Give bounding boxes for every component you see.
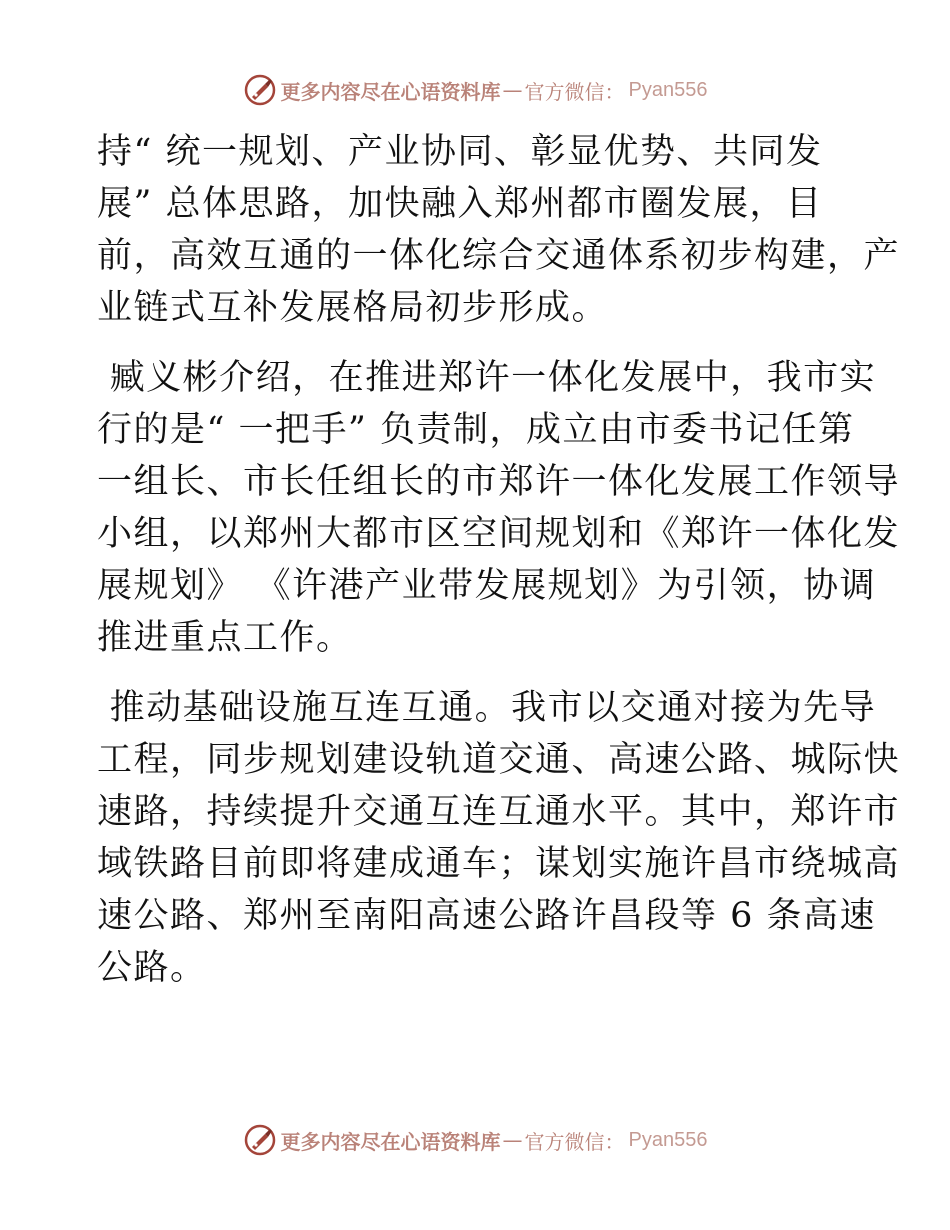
header-banner [0, 70, 950, 110]
pen-nib-logo-icon [243, 1123, 277, 1157]
banner-wechat-id: Pyan556 [628, 78, 708, 101]
banner-main-text: 更多内容尽在心语资料库 [280, 1129, 501, 1154]
text-line: 工程，同步规划建设轨道交通、高速公路、城际快 [97, 740, 901, 780]
text-line: 业链式互补发展格局初步形成。 [97, 288, 609, 328]
text-line: 持“ 统一规划、产业协同、彰显优势、共同发 [97, 132, 823, 172]
document-body [97, 126, 901, 1012]
text-line: 速公路、郑州至南阳高速公路许昌段等 6 条高速 [97, 896, 877, 936]
text-line: 前，高效互通的一体化综合交通体系初步构建，产 [97, 236, 901, 276]
banner-official-label: 官方微信： [524, 79, 625, 104]
text-line: 公路。 [97, 948, 207, 988]
text-line: 小组，以郑州大都市区空间规划和《郑许一体化发 [97, 514, 901, 554]
text-line: 域铁路目前即将建成通车；谋划实施许昌市绕城高 [97, 844, 901, 884]
text-line: 行的是“ 一把手” 负责制，成立由市委书记任第 [97, 410, 855, 450]
banner-official-label: 官方微信： [524, 1129, 625, 1154]
banner-dash: — [502, 1128, 523, 1152]
paragraph [97, 352, 901, 664]
text-line: 一组长、市长任组长的市郑许一体化发展工作领导 [97, 462, 901, 502]
text-line: 臧义彬介绍，在推进郑许一体化发展中，我市实 [97, 358, 877, 398]
pen-nib-logo-icon [243, 73, 277, 107]
banner-wechat-id: Pyan556 [628, 1128, 708, 1151]
text-line: 推动基础设施互连互通。我市以交通对接为先导 [97, 688, 877, 728]
footer-banner [0, 1120, 950, 1160]
banner-dash: — [502, 78, 523, 102]
text-line: 展规划》 《许港产业带发展规划》为引领，协调 [97, 566, 877, 606]
banner-main-text: 更多内容尽在心语资料库 [280, 79, 501, 104]
text-line: 展” 总体思路，加快融入郑州都市圈发展，目 [97, 184, 823, 224]
text-line: 速路，持续提升交通互连互通水平。其中，郑许市 [97, 792, 901, 832]
paragraph [97, 126, 901, 334]
paragraph [97, 682, 901, 994]
text-line: 推进重点工作。 [97, 618, 353, 658]
